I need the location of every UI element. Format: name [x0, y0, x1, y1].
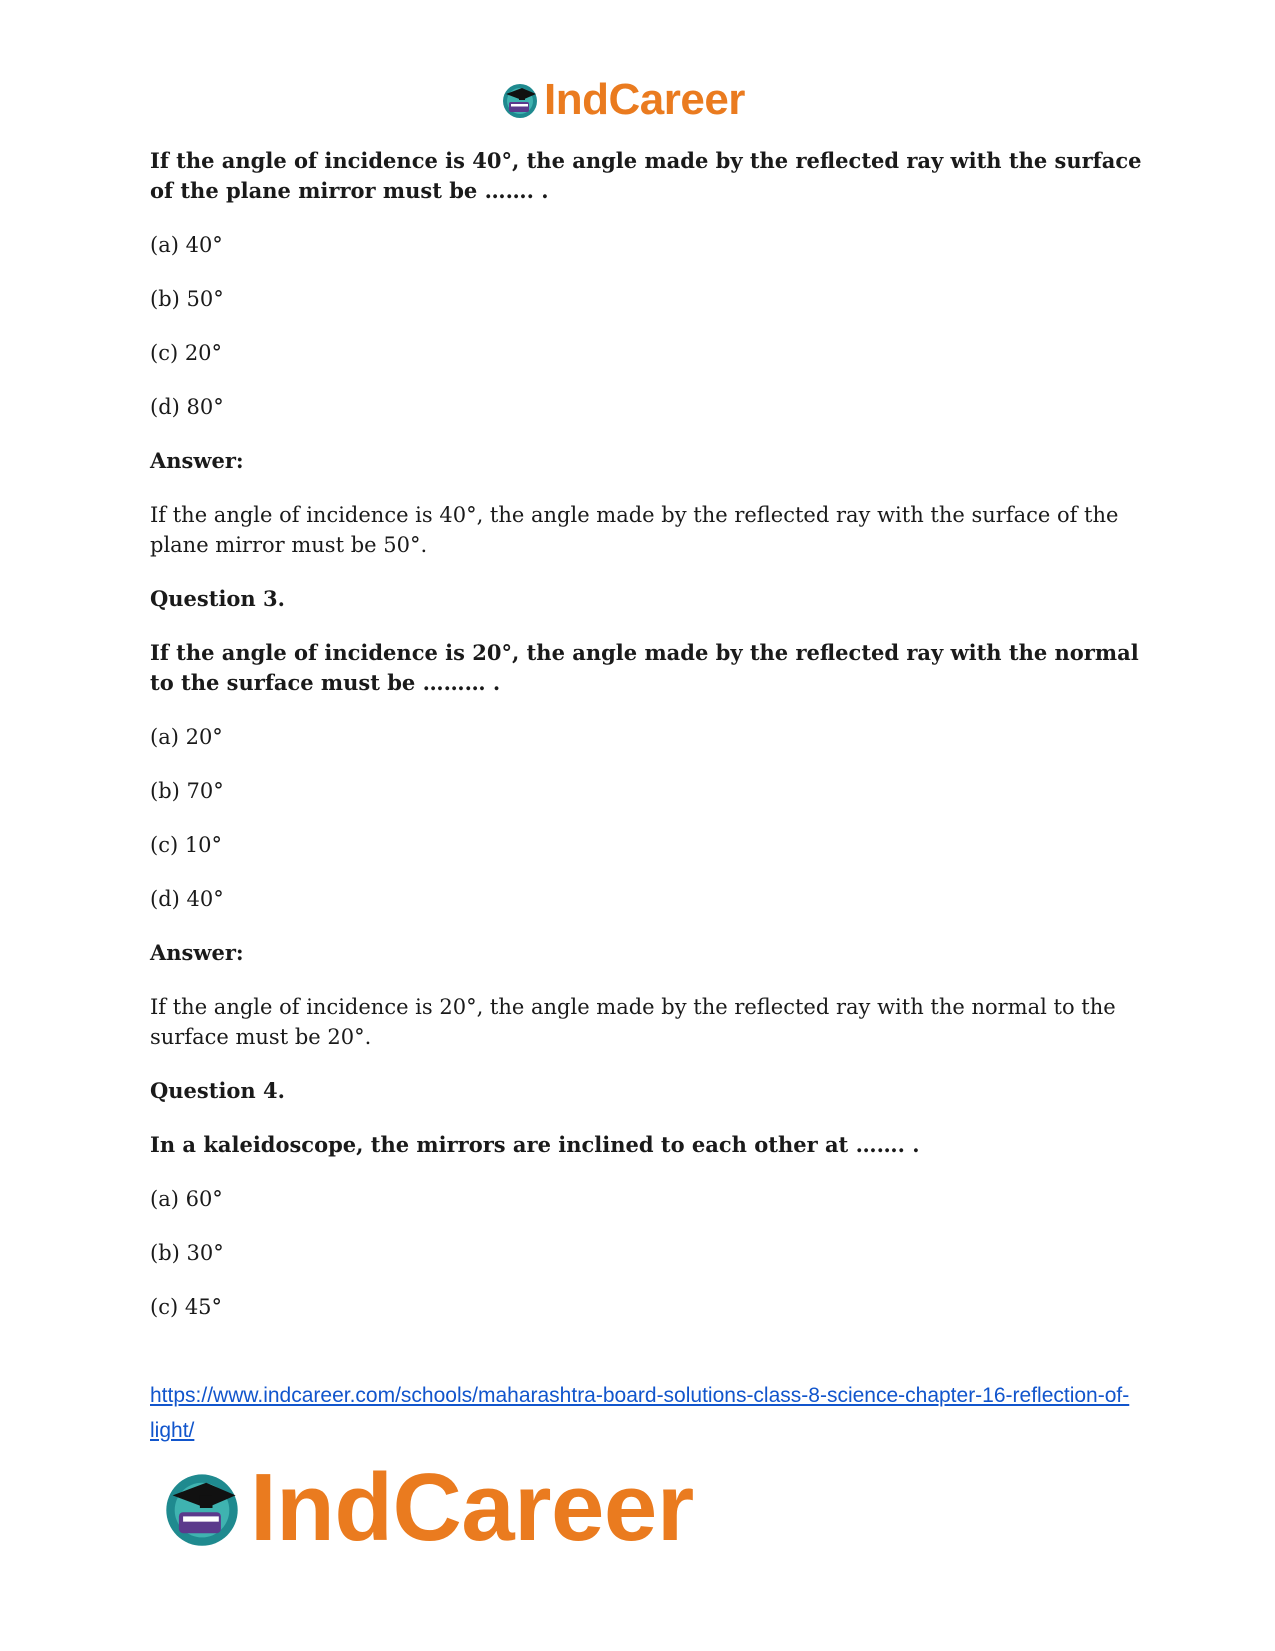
footer-logo — [160, 1454, 694, 1561]
document-body — [150, 146, 1150, 1346]
source-link[interactable]: https://www.indcareer.com/schools/maharashtra-board-solutions-class-8-science-chapter-16-reflection-of-light/ — [150, 1384, 1130, 1442]
section-label: Answer: — [150, 940, 244, 965]
header-logo — [500, 75, 745, 124]
answer-option: (c) 20° — [150, 341, 223, 365]
answer-option: (a) 20° — [150, 725, 223, 749]
question-text: If the angle of incidence is 20°, the angle made by the reflected ray with the normal to the surface must be ……… . — [150, 640, 1139, 695]
graduation-cap-globe-icon — [160, 1466, 244, 1550]
graduation-cap-globe-icon — [500, 80, 540, 120]
answer-option: (a) 40° — [150, 233, 223, 257]
logo-wordmark: IndCareer — [544, 75, 745, 124]
answer-option: (b) 50° — [150, 287, 224, 311]
answer-option: (b) 30° — [150, 1241, 224, 1265]
answer-option: (a) 60° — [150, 1187, 223, 1211]
answer-option: (d) 80° — [150, 395, 224, 419]
answer-option: (b) 70° — [150, 779, 224, 803]
answer-option: (c) 10° — [150, 833, 223, 857]
answer-option: (c) 45° — [150, 1295, 223, 1319]
answer-text: If the angle of incidence is 20°, the angle made by the reflected ray with the normal to the surface must be 20°. — [150, 995, 1116, 1049]
section-label: Answer: — [150, 448, 244, 473]
section-label: Question 3. — [150, 586, 285, 611]
answer-text: If the angle of incidence is 40°, the angle made by the reflected ray with the surface of the plane mirror must be 50°. — [150, 503, 1119, 557]
question-text: In a kaleidoscope, the mirrors are inclined to each other at ……. . — [150, 1132, 920, 1157]
answer-option: (d) 40° — [150, 887, 224, 911]
logo-wordmark: IndCareer — [250, 1454, 694, 1561]
section-label: Question 4. — [150, 1078, 285, 1103]
question-text: If the angle of incidence is 40°, the angle made by the reflected ray with the surface of the plane mirror must be ……. . — [150, 148, 1142, 203]
